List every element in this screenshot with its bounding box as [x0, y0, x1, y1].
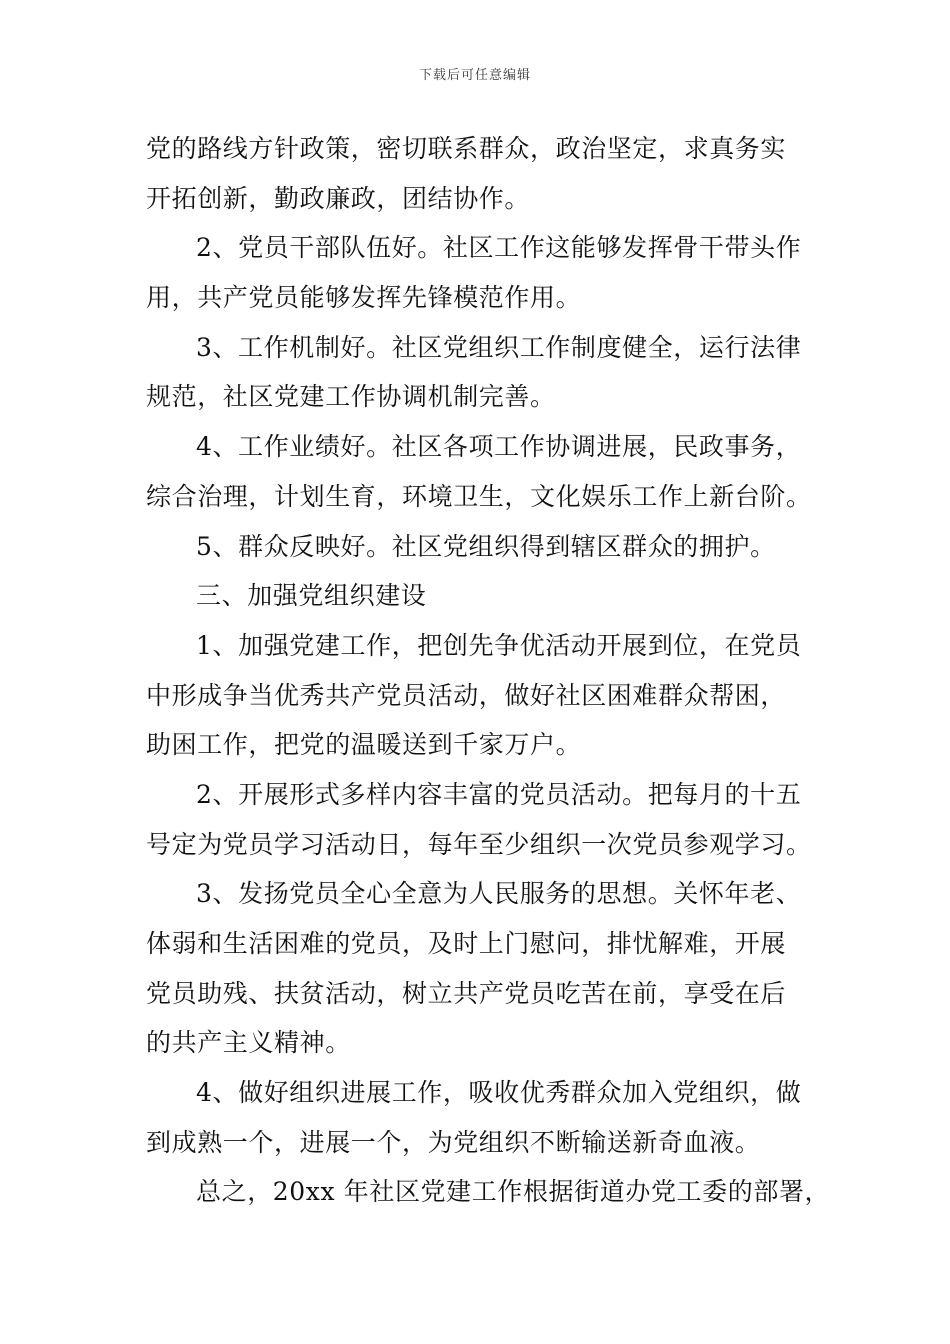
body-line: 5、群众反映好。社区党组织得到辖区群众的拥护。	[196, 531, 776, 561]
body-line: 2、党员干部队伍好。社区工作这能够发挥骨干带头作	[196, 233, 802, 263]
body-line: 到成熟一个，进展一个，为党组织不断输送新奇血液。	[146, 1127, 761, 1157]
body-line: 的共产主义精神。	[146, 1028, 351, 1058]
body-line: 1、加强党建工作，把创先争优活动开展到位，在党员	[196, 630, 802, 660]
body-line: 4、做好组织进展工作，吸收优秀群众加入党组织，做	[196, 1078, 802, 1108]
body-line: 党的路线方针政策，密切联系群众，政治坚定，求真务实	[146, 134, 787, 163]
body-line: 党员助残、扶贫活动，树立共产党员吃苦在前，享受在后	[146, 978, 787, 1008]
body-line: 3、发扬党员全心全意为人民服务的思想。关怀年老、	[196, 879, 802, 909]
body-line: 4、工作业绩好。社区各项工作协调进展，民政事务，	[196, 432, 802, 462]
page-header: 下载后可任意编辑	[418, 68, 531, 83]
document-body	[146, 124, 831, 1217]
body-line: 规范，社区党建工作协调机制完善。	[146, 382, 556, 412]
section-heading: 三、加强党组织建设	[196, 581, 427, 611]
body-line: 号定为党员学习活动日，每年至少组织一次党员参观学习。	[146, 829, 812, 859]
body-line: 2、开展形式多样内容丰富的党员活动。把每月的十五	[196, 779, 802, 809]
body-line: 用，共产党员能够发挥先锋模范作用。	[146, 283, 582, 313]
body-line: 中形成争当优秀共产党员活动，做好社区困难群众帮困，	[146, 680, 787, 710]
body-line: 3、工作机制好。社区党组织工作制度健全，运行法律	[196, 332, 802, 362]
body-line: 开拓创新，勤政廉政，团结协作。	[146, 183, 531, 213]
body-line: 总之，20xx 年社区党建工作根据街道办党工委的部署，	[196, 1177, 831, 1207]
body-line: 助困工作，把党的温暖送到千家万户。	[146, 730, 582, 760]
body-line: 综合治理，计划生育，环境卫生，文化娱乐工作上新台阶。	[146, 481, 812, 511]
body-line: 体弱和生活困难的党员，及时上门慰问，排忧解难，开展	[146, 929, 787, 958]
